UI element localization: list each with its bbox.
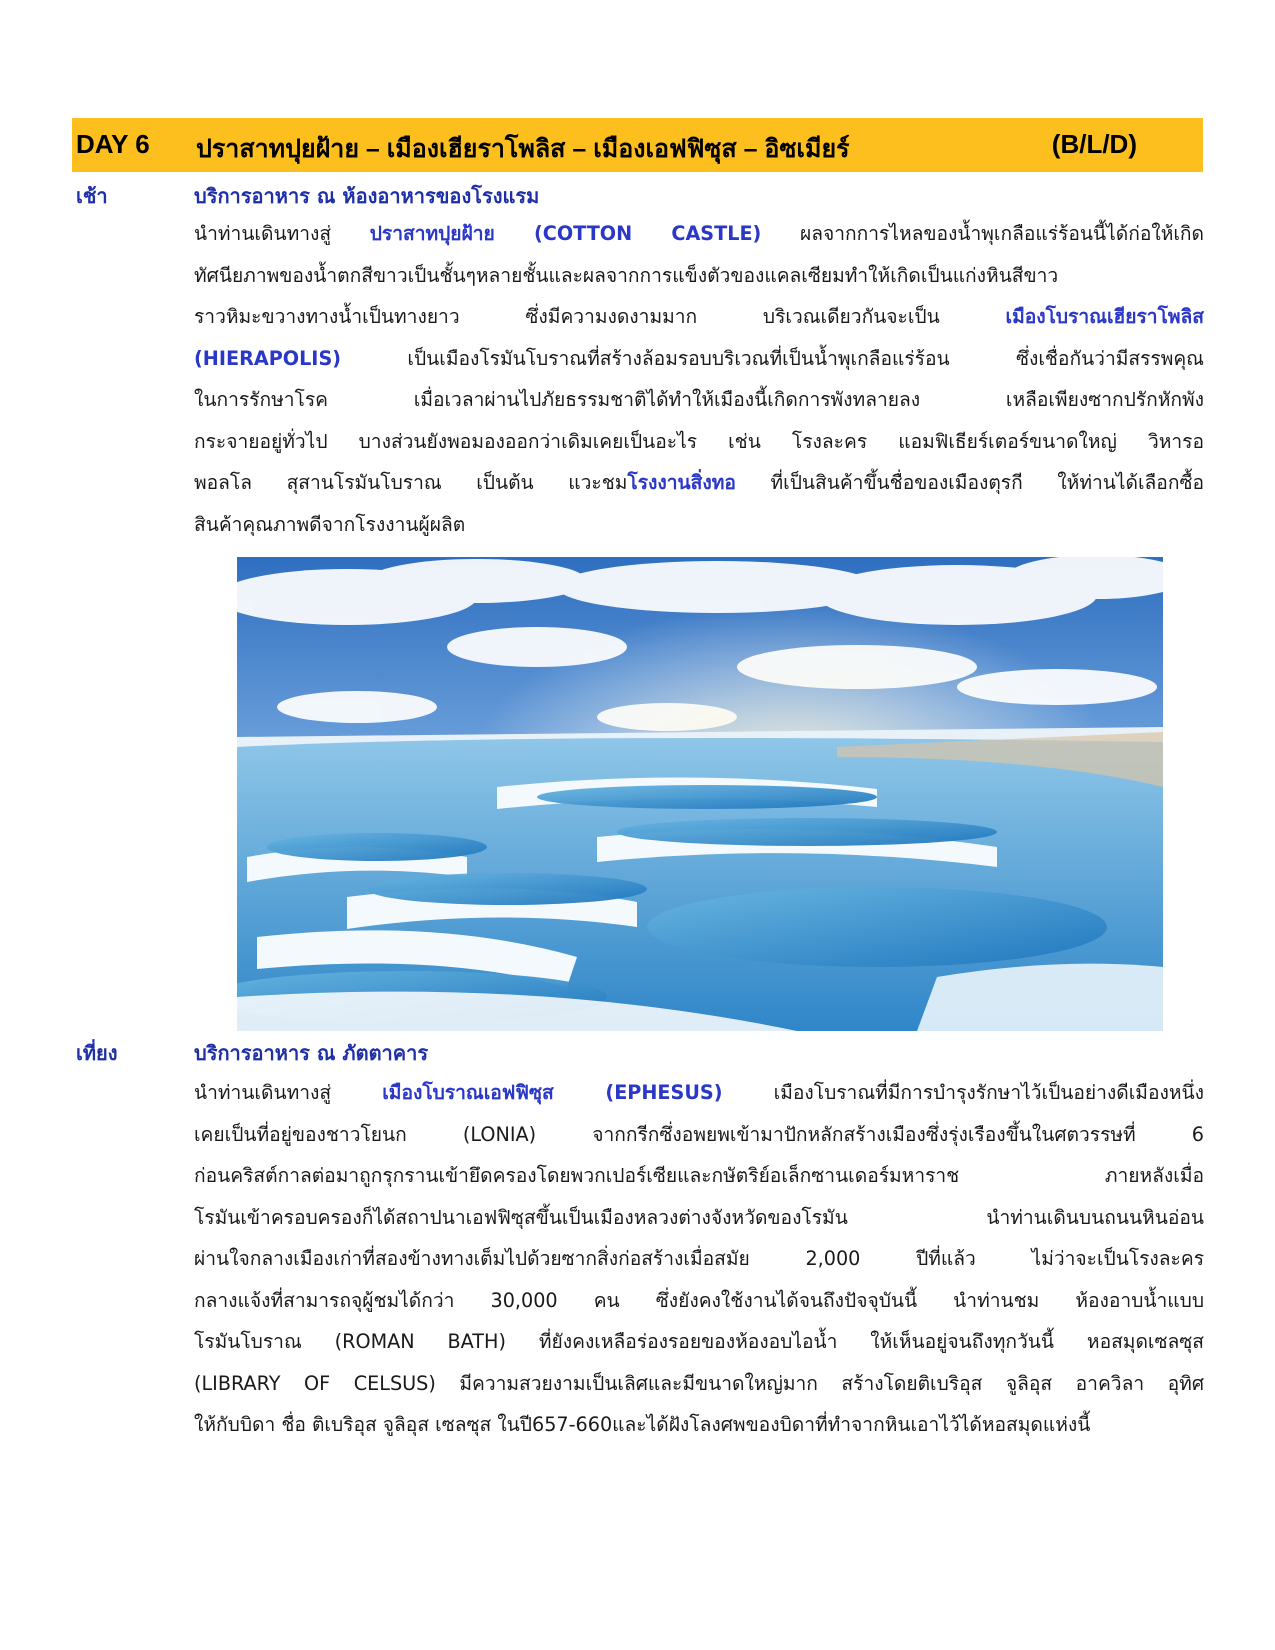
noon-meal: บริการอาหาร ณ ภัตตาคาร (194, 1041, 429, 1065)
text-line (194, 1404, 1204, 1446)
text-line (194, 1363, 1204, 1405)
morning-meal: บริการอาหาร ณ ห้องอาหารของโรงแรม (194, 184, 540, 208)
body-text: เคยเป็นที่อยู่ของชาวโยนก (LONIA) จากกรีกซึ่งอพยพเข้ามาปักหลักสร้างเมืองซึ่งรุ่งเรืองขึ้นในศตวรรษที่ 6 (194, 1122, 1204, 1146)
text-line (194, 296, 1204, 338)
highlight-text: โรงงานสิ่งทอ (627, 471, 736, 494)
text-line (194, 213, 1204, 255)
text-line (194, 1114, 1204, 1156)
body-text: โรมันโบราณ (ROMAN BATH) ที่ยังคงเหลือร่องรอยของห้องอบไอน้ำ ให้เห็นอยู่จนถึงทุกวันนี้ หอสมุดเซลซุส (194, 1330, 1204, 1353)
body-text: กระจายอยู่ทั่วไป บางส่วนยังพอมองออกว่าเดิมเคยเป็นอะไร เช่น โรงละคร แอมฟิเธียร์เตอร์ขนาดใหญ่ วิหารอ (194, 429, 1204, 453)
body-text: ในการรักษาโรค เมื่อเวลาผ่านไปภัยธรรมชาติได้ทำให้เมืองนี้เกิดการพังทลายลง เหลือเพียงซากปรักหักพัง (194, 388, 1204, 411)
noon-label: เที่ยง (76, 1041, 118, 1065)
body-text: ผ่านใจกลางเมืองเก่าที่สองข้างทางเต็มไปด้วยซากสิ่งก่อสร้างเมื่อสมัย 2,000 ปีที่แล้ว ไม่ว่าจะเป็นโรงละคร (194, 1247, 1204, 1270)
body-text: เมืองโบราณที่มีการบำรุงรักษาไว้เป็นอย่างดีเมืองหนึ่ง (722, 1081, 1204, 1104)
body-text: ก่อนคริสต์กาลต่อมาถูกรุกรานเข้ายึดครองโดยพวกเปอร์เซียและกษัตริย์อเล็กซานเดอร์มหาราช ภายหลังเมื่อ (194, 1164, 1204, 1187)
text-line (194, 421, 1204, 463)
text-line (194, 1155, 1204, 1197)
body-text: ผลจากการไหลของน้ำพุเกลือแร่ร้อนนี้ได้ก่อให้เกิด (761, 222, 1204, 245)
body-text: นำท่านเดินทางสู่ (194, 1081, 383, 1104)
body-text: ทัศนียภาพของน้ำตกสีขาวเป็นชั้นๆหลายชั้นและผลจากการแข็งตัวของแคลเซียมทำให้เกิดเป็นแก่งหินสีขาว (194, 263, 1059, 287)
noon-paragraph (194, 1072, 1204, 1446)
text-line (194, 504, 1204, 546)
highlight-text: เมืองโบราณเฮียราโพลิส (1005, 305, 1204, 328)
morning-paragraph (194, 213, 1204, 545)
body-text: กลางแจ้งที่สามารถจุผู้ชมได้กว่า 30,000 คน ซึ่งยังคงใช้งานได้จนถึงปัจจุบันนี้ นำท่านชม ห้องอาบน้ำแบบ (194, 1288, 1204, 1312)
body-text: นำท่านเดินทางสู่ (194, 222, 370, 245)
meal-codes: (B/L/D) (1051, 129, 1137, 159)
day-label: DAY 6 (76, 129, 150, 159)
morning-label: เช้า (76, 184, 108, 208)
highlight-text: ปราสาทปุยฝ้าย (COTTON CASTLE) (369, 222, 762, 245)
text-line (194, 1321, 1204, 1363)
day-route-title: ปราสาทปุยฝ้าย – เมืองเฮียราโพลิส – เมืองเอฟฟิซุส – อิซเมียร์ (196, 135, 850, 163)
text-line (194, 1238, 1204, 1280)
text-line (194, 462, 1204, 504)
body-text: สินค้าคุณภาพดีจากโรงงานผู้ผลิต (194, 512, 466, 536)
body-text: ที่เป็นสินค้าขึ้นชื่อของเมืองตุรกี ให้ท่านได้เลือกซื้อ (735, 471, 1204, 494)
text-line (194, 255, 1204, 297)
travertine-terraces-image (237, 557, 1163, 1031)
body-text: เป็นเมืองโรมันโบราณที่สร้างล้อมรอบบริเวณที่เป็นน้ำพุเกลือแร่ร้อน ซึ่งเชื่อกันว่ามีสรรพคุณ (341, 346, 1204, 370)
day-header-bar (72, 118, 1203, 172)
highlight-text: (HIERAPOLIS) (194, 346, 342, 370)
text-line (194, 1197, 1204, 1239)
pamukkale-photo (237, 557, 1163, 1031)
body-text: ให้กับบิดา ชื่อ ติเบริอุส จูลิอุส เซลซุส ในปี657-660และได้ฝังโลงศพของบิดาที่ทำจากหินเอาไว้ได้หอสมุดแห่งนี้ (194, 1413, 1091, 1436)
highlight-text: เมืองโบราณเอฟฟิซุส (EPHESUS) (382, 1081, 723, 1104)
text-line (194, 379, 1204, 421)
body-text: (LIBRARY OF CELSUS) มีความสวยงามเป็นเลิศและมีขนาดใหญ่มาก สร้างโดยติเบริอุส จูลิอุส อาควิลา อุทิศ (194, 1371, 1204, 1395)
text-line (194, 338, 1204, 380)
body-text: พอลโล สุสานโรมันโบราณ เป็นต้น แวะชม (194, 471, 628, 494)
text-line (194, 1280, 1204, 1322)
text-line (194, 1072, 1204, 1114)
body-text: ราวหิมะขวางทางน้ำเป็นทางยาว ซึ่งมีความงดงามมาก บริเวณเดียวกันจะเป็น (194, 305, 1006, 328)
body-text: โรมันเข้าครอบครองก็ได้สถาปนาเอฟฟิซุสขึ้นเป็นเมืองหลวงต่างจังหวัดของโรมัน นำท่านเดินบนถนนหินอ่อน (194, 1205, 1204, 1229)
